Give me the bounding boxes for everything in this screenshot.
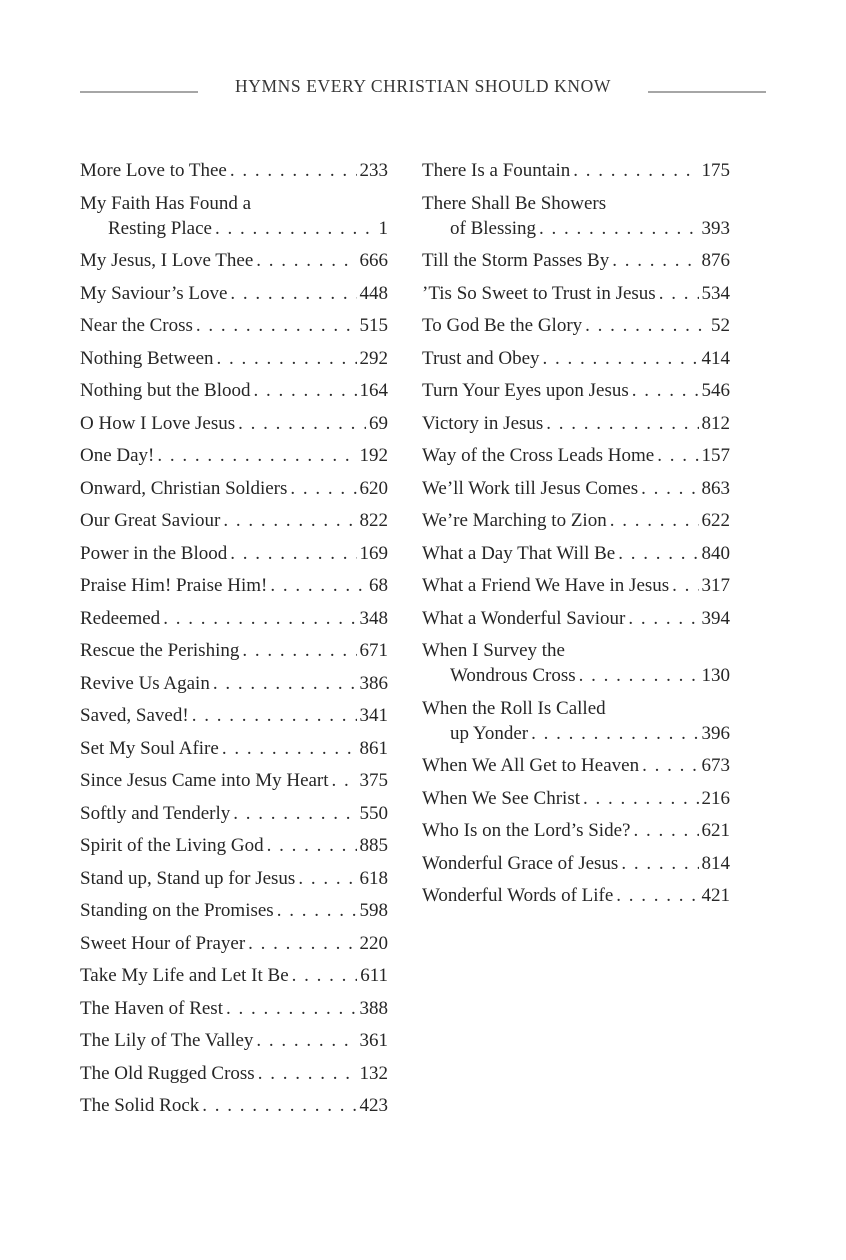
hymn-page-number: 863 <box>701 477 730 499</box>
index-entry <box>422 853 730 874</box>
index-entry <box>422 348 730 369</box>
hymn-title: My Jesus, I Love Thee <box>80 250 254 271</box>
dot-leader <box>628 608 698 629</box>
index-entry <box>80 478 388 499</box>
index-entry <box>80 705 388 726</box>
hymn-title: Since Jesus Came into My Heart <box>80 770 329 791</box>
index-entry <box>422 788 730 809</box>
dot-leader <box>238 413 366 434</box>
index-column-right <box>422 160 730 1128</box>
index-entry <box>422 575 730 596</box>
hymn-title: My Saviour’s Love <box>80 282 228 304</box>
hymn-title: Turn Your Eyes upon Jesus <box>422 380 629 401</box>
dot-leader <box>267 835 357 856</box>
hymn-title: Our Great Saviour <box>80 510 221 531</box>
index-entry <box>422 543 730 564</box>
hymn-page-number: 361 <box>359 1030 388 1051</box>
index-entry <box>422 820 730 841</box>
hymn-title: One Day! <box>80 445 155 466</box>
dot-leader <box>583 788 698 809</box>
hymn-title: Take My Life and Let It Be <box>80 965 289 986</box>
hymn-page-number: 876 <box>701 250 730 271</box>
hymn-title: We’re Marching to Zion <box>422 510 607 531</box>
index-entry <box>80 738 388 759</box>
hymn-page-number: 341 <box>359 705 388 726</box>
page-header <box>80 76 766 97</box>
dot-leader <box>230 160 357 181</box>
hymn-title-continued: of Blessing <box>450 217 537 239</box>
hymn-page-number: 1 <box>378 217 388 239</box>
hymn-page-number: 534 <box>701 282 730 304</box>
index-entry <box>80 413 388 434</box>
hymn-page-number: 414 <box>701 347 730 369</box>
index-entry <box>422 160 730 181</box>
hymn-page-number: 169 <box>359 542 388 564</box>
dot-leader <box>277 900 357 921</box>
hymn-title: When the Roll Is Called <box>422 697 606 719</box>
dot-leader <box>233 803 356 824</box>
dot-leader <box>290 478 356 499</box>
index-entry <box>80 640 388 661</box>
dot-leader <box>579 665 699 686</box>
hymn-page-number: 393 <box>701 217 730 239</box>
hymn-title-continued: up Yonder <box>450 722 529 744</box>
dot-leader <box>223 510 356 531</box>
hymn-title: Set My Soul Afire <box>80 737 219 759</box>
dot-leader <box>539 218 698 239</box>
hymn-title: When We All Get to Heaven <box>422 755 640 776</box>
hymn-title: Sweet Hour of Prayer <box>80 932 246 954</box>
index-entry <box>80 835 388 856</box>
hymn-page-number: 157 <box>701 445 730 466</box>
hymn-page-number: 68 <box>369 575 388 596</box>
index-entry <box>80 868 388 889</box>
index-entry <box>422 755 730 776</box>
dot-leader <box>202 1095 356 1116</box>
hymn-page-number: 69 <box>369 412 388 434</box>
hymn-title: There Is a Fountain <box>422 160 571 181</box>
index-entry <box>422 250 730 271</box>
hymn-page-number: 840 <box>701 542 730 564</box>
index-entry <box>422 608 730 629</box>
dot-leader <box>543 348 699 369</box>
dot-leader <box>222 738 357 759</box>
hymn-title: Wonderful Words of Life <box>422 885 614 906</box>
hymn-page-number: 621 <box>701 820 730 841</box>
header-rule-left <box>80 91 198 93</box>
hymn-page-number: 611 <box>360 965 388 986</box>
index-entry <box>80 900 388 921</box>
hymn-page-number: 164 <box>359 380 388 401</box>
dot-leader <box>612 250 698 271</box>
hymn-title: Revive Us Again <box>80 672 210 694</box>
index-column-left <box>80 160 388 1128</box>
hymn-page-number: 396 <box>701 722 730 744</box>
dot-leader <box>248 933 356 954</box>
index-entry <box>80 1030 388 1051</box>
hymn-title: My Faith Has Found a <box>80 192 251 214</box>
hymn-title: Stand up, Stand up for Jesus <box>80 867 296 889</box>
dot-leader <box>573 160 698 181</box>
hymn-title: Who Is on the Lord’s Side? <box>422 820 631 841</box>
hymn-title-continued: Wondrous Cross <box>450 665 576 686</box>
hymn-title: More Love to Thee <box>80 160 227 181</box>
hymn-title: Trust and Obey <box>422 347 540 369</box>
index-entry <box>422 885 730 906</box>
hymn-title-continued: Resting Place <box>108 217 212 239</box>
hymn-title: There Shall Be Showers <box>422 192 607 214</box>
hymn-title: Wonderful Grace of Jesus <box>422 852 619 874</box>
hymn-title: The Lily of The Valley <box>80 1030 254 1051</box>
hymn-title: Power in the Blood <box>80 542 228 564</box>
index-entry <box>80 380 388 401</box>
hymn-index <box>80 160 766 1128</box>
index-entry <box>422 478 730 499</box>
index-entry <box>80 998 388 1019</box>
dot-leader <box>610 510 699 531</box>
dot-leader <box>632 380 699 401</box>
hymn-page-number: 620 <box>359 477 388 499</box>
hymn-page-number: 448 <box>359 282 388 304</box>
hymn-title: We’ll Work till Jesus Comes <box>422 477 639 499</box>
hymn-title: Till the Storm Passes By <box>422 250 610 271</box>
index-entry <box>422 510 730 531</box>
hymn-title: The Solid Rock <box>80 1095 200 1116</box>
hymn-title: Near the Cross <box>80 315 193 336</box>
dot-leader <box>215 218 376 239</box>
dot-leader <box>585 315 708 336</box>
hymn-page-number: 515 <box>359 315 388 336</box>
index-entry <box>80 770 388 791</box>
index-entry <box>80 673 388 694</box>
hymn-page-number: 598 <box>359 900 388 921</box>
hymn-page-number: 421 <box>701 885 730 906</box>
index-entry <box>80 510 388 531</box>
index-entry <box>422 193 730 239</box>
hymn-page-number: 671 <box>359 640 388 661</box>
hymn-page-number: 52 <box>711 315 730 336</box>
hymn-page-number: 423 <box>359 1095 388 1116</box>
dot-leader <box>332 770 357 791</box>
hymn-title: What a Friend We Have in Jesus <box>422 575 670 596</box>
hymn-title: Standing on the Promises <box>80 900 274 921</box>
hymn-title: Victory in Jesus <box>422 412 544 434</box>
hymn-page-number: 348 <box>359 607 388 629</box>
dot-leader <box>157 445 356 466</box>
hymn-page-number: 550 <box>359 802 388 824</box>
hymn-title: Rescue the Perishing <box>80 640 240 661</box>
hymn-page-number: 814 <box>701 852 730 874</box>
hymn-page-number: 622 <box>701 510 730 531</box>
hymn-title: Redeemed <box>80 607 161 629</box>
index-entry <box>80 283 388 304</box>
hymn-title: To God Be the Glory <box>422 315 583 336</box>
dot-leader <box>258 1063 357 1084</box>
dot-leader <box>618 543 698 564</box>
header-rule-right <box>648 91 766 93</box>
index-entry <box>422 445 730 466</box>
dot-leader <box>242 640 356 661</box>
hymn-title: O How I Love Jesus <box>80 412 236 434</box>
dot-leader <box>217 348 357 369</box>
index-entry <box>80 933 388 954</box>
hymn-title: Saved, Saved! <box>80 705 189 726</box>
hymn-title: Nothing but the Blood <box>80 380 251 401</box>
index-entry <box>80 803 388 824</box>
hymn-title: The Haven of Rest <box>80 997 223 1019</box>
hymn-title: Softly and Tenderly <box>80 802 231 824</box>
dot-leader <box>292 965 358 986</box>
index-entry <box>80 575 388 596</box>
hymn-title: Way of the Cross Leads Home <box>422 445 655 466</box>
hymn-page-number: 812 <box>701 412 730 434</box>
dot-leader <box>621 853 698 874</box>
dot-leader <box>213 673 357 694</box>
hymn-page-number: 375 <box>359 770 388 791</box>
dot-leader <box>253 380 356 401</box>
index-entry <box>80 608 388 629</box>
dot-leader <box>256 250 356 271</box>
index-entry <box>422 380 730 401</box>
dot-leader <box>196 315 357 336</box>
hymn-page-number: 233 <box>359 160 388 181</box>
index-entry <box>422 315 730 336</box>
index-entry <box>80 445 388 466</box>
dot-leader <box>659 283 699 304</box>
index-entry <box>80 315 388 336</box>
index-entry <box>422 413 730 434</box>
hymn-page-number: 822 <box>359 510 388 531</box>
dot-leader <box>531 723 698 744</box>
index-entry <box>422 698 730 744</box>
hymn-title: Spirit of the Living God <box>80 835 264 856</box>
hymn-page-number: 618 <box>359 867 388 889</box>
hymn-title: What a Wonderful Saviour <box>422 607 626 629</box>
hymn-page-number: 292 <box>359 347 388 369</box>
index-entry <box>80 193 388 239</box>
dot-leader <box>163 608 356 629</box>
hymn-title: ’Tis So Sweet to Trust in Jesus <box>422 282 656 304</box>
hymn-page-number: 388 <box>359 997 388 1019</box>
hymn-title: Nothing Between <box>80 347 214 369</box>
index-entry <box>80 965 388 986</box>
dot-leader <box>256 1030 356 1051</box>
hymn-page-number: 386 <box>359 672 388 694</box>
hymn-page-number: 546 <box>701 380 730 401</box>
dot-leader <box>270 575 366 596</box>
dot-leader <box>672 575 698 596</box>
hymn-page-number: 317 <box>701 575 730 596</box>
index-entry <box>80 250 388 271</box>
hymn-page-number: 220 <box>359 932 388 954</box>
index-entry <box>80 1095 388 1116</box>
hymn-title: When We See Christ <box>422 787 581 809</box>
hymn-page-number: 861 <box>359 737 388 759</box>
dot-leader <box>633 820 698 841</box>
hymn-page-number: 192 <box>359 445 388 466</box>
index-entry <box>80 348 388 369</box>
index-entry <box>80 160 388 181</box>
index-entry <box>422 283 730 304</box>
hymn-page-number: 666 <box>359 250 388 271</box>
hymn-page-number: 132 <box>359 1062 388 1084</box>
dot-leader <box>657 445 698 466</box>
dot-leader <box>546 413 698 434</box>
hymn-page-number: 175 <box>701 160 730 181</box>
hymn-title: Onward, Christian Soldiers <box>80 477 288 499</box>
hymn-page-number: 216 <box>701 787 730 809</box>
hymn-page-number: 130 <box>701 665 730 686</box>
hymn-title: The Old Rugged Cross <box>80 1062 255 1084</box>
hymn-page-number: 885 <box>359 835 388 856</box>
index-entry <box>80 1063 388 1084</box>
hymn-title: When I Survey the <box>422 640 565 661</box>
dot-leader <box>192 705 357 726</box>
dot-leader <box>226 998 357 1019</box>
dot-leader <box>641 478 698 499</box>
page-title: HYMNS EVERY CHRISTIAN SHOULD KNOW <box>235 76 611 96</box>
hymn-page-number: 394 <box>701 607 730 629</box>
dot-leader <box>642 755 698 776</box>
hymn-page-number: 673 <box>701 755 730 776</box>
dot-leader <box>298 868 356 889</box>
index-entry <box>422 640 730 686</box>
dot-leader <box>230 543 356 564</box>
dot-leader <box>616 885 698 906</box>
dot-leader <box>230 283 356 304</box>
hymn-title: Praise Him! Praise Him! <box>80 575 268 596</box>
hymn-title: What a Day That Will Be <box>422 542 616 564</box>
index-entry <box>80 543 388 564</box>
